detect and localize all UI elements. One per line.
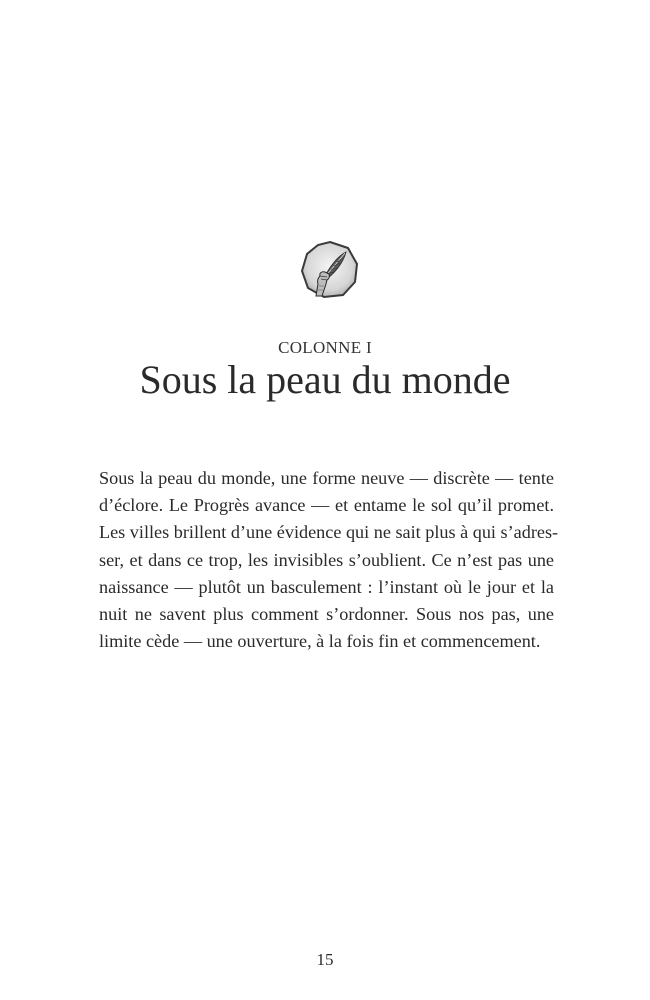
text-line: Sous la peau du monde, une forme neuve — discrète — tente	[99, 468, 554, 488]
chapter-title: Sous la peau du monde	[139, 357, 511, 402]
text-line: d’éclore. Le Progrès avance — et entame le sol qu’il promet.	[99, 495, 554, 516]
text-line: Les villes brillent d’une évidence qui ne sait plus à qui s’adres-	[99, 522, 559, 543]
text-line: naissance — plutôt un basculement : l’instant où le jour et la	[99, 576, 554, 597]
chapter-label: COLONNE I	[278, 338, 372, 357]
body-paragraph	[99, 465, 559, 655]
text-line: nuit ne savent plus comment s’ordonner. Sous nos pas, une	[99, 604, 554, 625]
text-line: ser, et dans ce trop, les invisibles s’oublient. Ce n’est pas une	[99, 549, 554, 570]
text-line: limite cède — une ouverture, à la fois fin et commencement.	[99, 631, 541, 652]
quill-in-fist-icon	[300, 240, 360, 300]
page-number: 15	[316, 950, 334, 969]
